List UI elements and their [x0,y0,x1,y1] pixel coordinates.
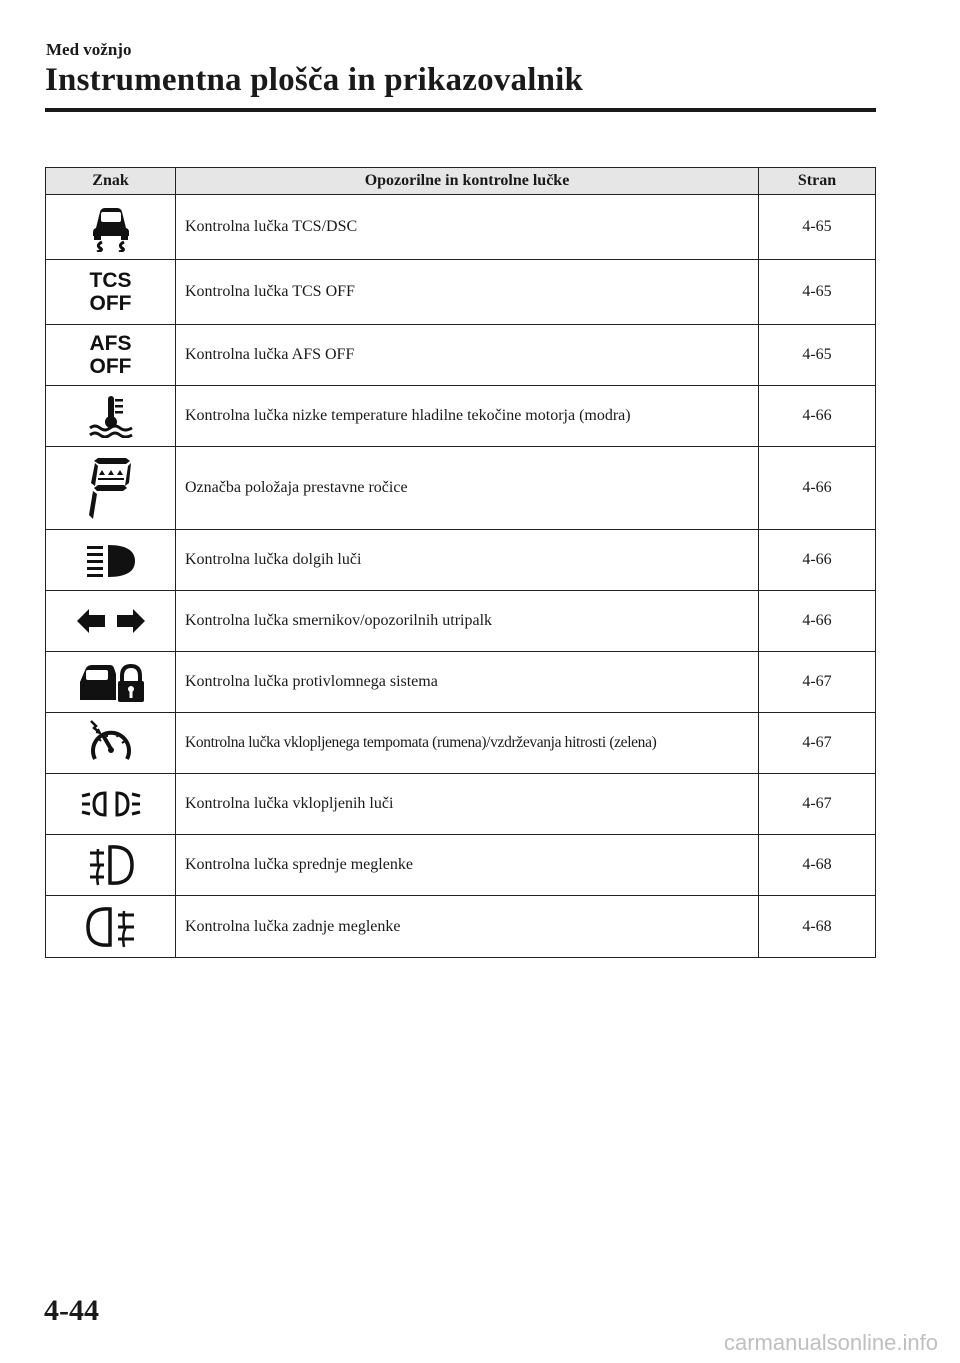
symbol-cell [46,386,176,447]
tcs-off-icon [46,269,175,315]
table-row [46,447,876,530]
description-cell: Kontrolna lučka vklopljenega tempomata (rumena)/vzdrževanja hitrosti (zelena) [176,713,759,774]
page-cell: 4-66 [759,447,876,530]
symbol-cell [46,195,176,260]
high-beam-icon [85,543,137,577]
table-row [46,835,876,896]
page-cell: 4-65 [759,260,876,325]
table-row [46,591,876,652]
description-cell: Kontrolna lučka sprednje meglenke [176,835,759,896]
description-cell: Kontrolna lučka TCS/DSC [176,195,759,260]
column-header-symbol: Znak [46,168,176,195]
afs-off-icon [46,332,175,378]
tcs-off-icon-line-2: OFF [89,292,132,315]
page-cell: 4-68 [759,896,876,958]
cruise-control-icon [87,719,135,767]
page-cell: 4-65 [759,195,876,260]
description-cell: Kontrolna lučka nizke temperature hladilne tekočine motorja (modra) [176,386,759,447]
tcs-off-icon-line-1: TCS [89,269,132,292]
front-fog-icon [88,843,134,887]
page-cell: 4-66 [759,530,876,591]
symbol-cell [46,896,176,958]
table-row [46,774,876,835]
description-cell: Kontrolna lučka zadnje meglenke [176,896,759,958]
column-header-page: Stran [759,168,876,195]
table-row [46,260,876,325]
table-row [46,325,876,386]
symbol-cell [46,530,176,591]
description-cell: Kontrolna lučka protivlomnega sistema [176,652,759,713]
table-row [46,386,876,447]
watermark: carmanualsonline.info [723,1330,938,1355]
table-row [46,896,876,958]
page-cell: 4-65 [759,325,876,386]
description-cell: Kontrolna lučka dolgih luči [176,530,759,591]
symbol-cell [46,447,176,530]
low-coolant-temp-icon [87,394,135,438]
page-cell: 4-66 [759,386,876,447]
afs-off-icon-line-2: OFF [89,355,132,378]
section-heading: Med vožnjo [46,40,132,59]
page-title: Instrumentna plošča in prikazovalnik [45,62,584,98]
tcs-dsc-icon [84,202,138,252]
turn-signal-icon [75,607,147,635]
page-cell: 4-67 [759,652,876,713]
indicator-table [45,167,876,958]
description-cell: Označba položaja prestavne ročice [176,447,759,530]
table-header-row [46,168,876,195]
table-row [46,195,876,260]
rear-fog-icon [86,905,136,949]
title-rule [45,108,876,112]
column-header-description: Opozorilne in kontrolne lučke [176,168,759,195]
headlights-on-icon [80,790,142,818]
afs-off-icon-line-1: AFS [89,332,132,355]
page-cell: 4-67 [759,713,876,774]
description-cell: Kontrolna lučka vklopljenih luči [176,774,759,835]
table-row [46,652,876,713]
symbol-cell [46,591,176,652]
table-row [46,713,876,774]
symbol-cell [46,713,176,774]
description-cell: Kontrolna lučka smernikov/opozorilnih utripalk [176,591,759,652]
description-cell: Kontrolna lučka TCS OFF [176,260,759,325]
symbol-cell [46,774,176,835]
symbol-cell [46,260,176,325]
page-cell: 4-66 [759,591,876,652]
security-icon [76,660,146,704]
page-number: 4-44 [44,1294,99,1327]
symbol-cell [46,652,176,713]
shift-position-icon [86,453,136,523]
description-cell: Kontrolna lučka AFS OFF [176,325,759,386]
symbol-cell [46,835,176,896]
page-cell: 4-68 [759,835,876,896]
table-row [46,530,876,591]
page-cell: 4-67 [759,774,876,835]
symbol-cell [46,325,176,386]
